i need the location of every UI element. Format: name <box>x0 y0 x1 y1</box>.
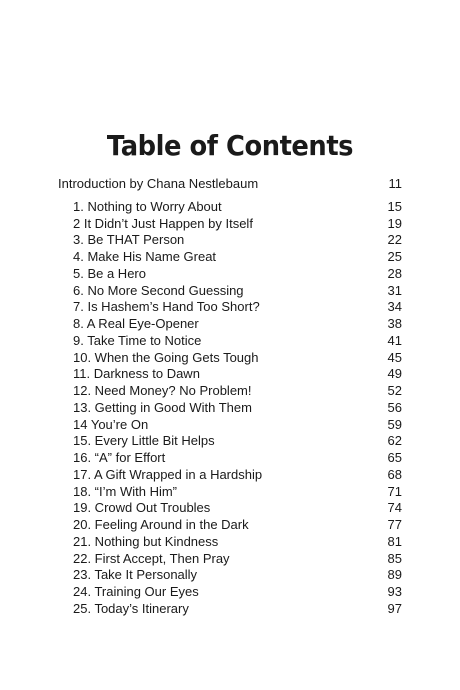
toc-entry-label: 16. “A” for Effort <box>73 450 166 466</box>
toc-entry <box>73 332 402 349</box>
toc-entry <box>73 299 402 316</box>
toc-entry-label: 21. Nothing but Kindness <box>73 533 219 549</box>
toc-entry <box>73 349 402 366</box>
toc-entry-page: 85 <box>387 550 402 566</box>
toc-entry <box>73 600 402 617</box>
toc-entry-page: 28 <box>387 265 402 281</box>
toc-entry <box>73 550 402 567</box>
toc-entry-label: 5. Be a Hero <box>73 265 146 281</box>
toc-entry <box>73 366 402 383</box>
toc-entry-label: 9. Take Time to Notice <box>73 332 202 348</box>
toc-entry <box>73 248 402 265</box>
toc-entry-label: 13. Getting in Good With Them <box>73 399 252 415</box>
toc-entry <box>73 232 402 249</box>
toc-entry <box>73 382 402 399</box>
toc-entry <box>73 265 402 282</box>
toc-entry <box>73 198 402 215</box>
toc-entry-label: 25. Today’s Itinerary <box>73 600 189 616</box>
toc-entry-page: 77 <box>387 517 402 533</box>
toc-entry-label: 6. No More Second Guessing <box>73 282 244 298</box>
toc-entry-label: 10. When the Going Gets Tough <box>73 349 259 365</box>
toc-entry <box>73 483 402 500</box>
toc-entry-page: 31 <box>387 282 402 298</box>
toc-entry <box>73 416 402 433</box>
toc-entry-label: 7. Is Hashem’s Hand Too Short? <box>73 299 260 315</box>
toc-entry-label: 8. A Real Eye-Opener <box>73 316 199 332</box>
toc-entry <box>73 567 402 584</box>
toc-entry <box>73 583 402 600</box>
toc-entry-label: 17. A Gift Wrapped in a Hardship <box>73 466 263 482</box>
toc-entry-label: 24. Training Our Eyes <box>73 584 199 600</box>
toc-entry <box>73 533 402 550</box>
toc-entry-label: 20. Feeling Around in the Dark <box>73 517 249 533</box>
toc-entry <box>73 466 402 483</box>
toc-entry-page: 49 <box>387 366 402 382</box>
toc-entry-page: 93 <box>387 584 402 600</box>
toc-entry <box>73 399 402 416</box>
toc-entry-page: 74 <box>387 500 402 516</box>
toc-entry <box>73 282 402 299</box>
toc-entry-page: 41 <box>387 332 402 348</box>
toc-introduction-label: Introduction by Chana Nestlebaum <box>58 175 259 191</box>
toc-entry-label: 11. Darkness to Dawn <box>73 366 200 382</box>
toc-entry-page: 56 <box>387 399 402 415</box>
page-title: Table of Contents <box>106 128 354 162</box>
toc-entry-page: 89 <box>387 567 402 583</box>
toc-entry-page: 15 <box>387 198 402 214</box>
toc-entry-page: 62 <box>387 433 402 449</box>
toc-entry-label: 22. First Accept, Then Pray <box>73 550 230 566</box>
toc-entry-page: 34 <box>387 299 402 315</box>
toc-entry <box>73 500 402 517</box>
toc-entry-page: 97 <box>387 600 402 616</box>
toc-entry-page: 68 <box>387 466 402 482</box>
toc-entry-page: 25 <box>387 249 402 265</box>
toc-entry-page: 19 <box>387 215 402 231</box>
toc-entry-label: 12. Need Money? No Problem! <box>73 383 252 399</box>
toc-entry-label: 14 You’re On <box>73 416 149 432</box>
toc-entry-label: 1. Nothing to Worry About <box>73 198 222 214</box>
toc-introduction-row <box>58 174 402 192</box>
toc-entry-label: 19. Crowd Out Troubles <box>73 500 211 516</box>
toc-entry-label: 18. “I’m With Him” <box>73 483 177 499</box>
toc-entry-page: 45 <box>387 349 402 365</box>
toc-entry-page: 59 <box>387 416 402 432</box>
toc-entry-page: 71 <box>387 483 402 499</box>
toc-entry-page: 52 <box>387 383 402 399</box>
toc-entry-page: 65 <box>387 450 402 466</box>
toc-entry <box>73 449 402 466</box>
toc-introduction-page: 11 <box>388 175 402 191</box>
toc-entry-label: 15. Every Little Bit Helps <box>73 433 215 449</box>
toc-entry-label: 23. Take It Personally <box>73 567 198 583</box>
toc-entry-label: 3. Be THAT Person <box>73 232 185 248</box>
toc-entry <box>73 516 402 533</box>
toc-chapter-list <box>73 198 402 617</box>
toc-entry <box>73 433 402 450</box>
toc-entry <box>73 215 402 232</box>
toc-entry-page: 38 <box>387 316 402 332</box>
toc-entry-label: 2 It Didn’t Just Happen by Itself <box>73 215 253 231</box>
toc-entry-label: 4. Make His Name Great <box>73 249 217 265</box>
toc-entry <box>73 315 402 332</box>
toc-entry-page: 22 <box>387 232 402 248</box>
toc-entry-page: 81 <box>387 533 402 549</box>
